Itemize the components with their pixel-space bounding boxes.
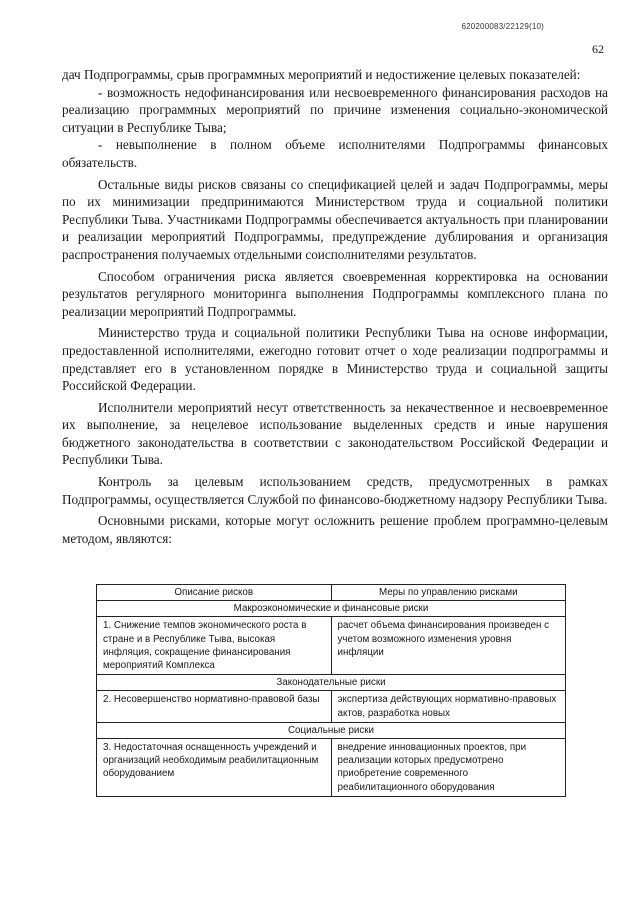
column-header-measures: Меры по управлению рисками [331, 585, 566, 601]
paragraph: Контроль за целевым использованием средств, предусмотренных в рамках Подпрограммы, осуществляется Службой по финансово-бюджетному надзору Республики Тыва. [62, 474, 608, 507]
section-title: Социальные риски [97, 722, 566, 738]
document-body [62, 66, 608, 547]
list-item: - возможность недофинансирования или несвоевременного финансирования расходов на реализацию программных мероприятий по причине изменения социально-экономической ситуации в Республике Тыва; [62, 84, 608, 135]
section-title: Законодательные риски [97, 675, 566, 691]
paragraph: Остальные виды рисков связаны со спецификацией целей и задач Подпрограммы, меры по их минимизации предпринимаются Министерством труда и социальной политики Республики Тыва. Участниками Подпрограммы обеспечивается актуальность при планировании и реализации мероприятий Подпрограммы, предупреждение дублирования и организация распространения получаемых отдельными соисполнителями результатов. [62, 176, 608, 262]
paragraph: Способом ограничения риска является своевременная корректировка на основании результатов регулярного мониторинга выполнения Подпрограммы комплексного плана по реализации мероприятий Подпрограммы. [62, 268, 608, 319]
list-item: - невыполнение в полном объеме исполнителями Подпрограммы финансовых обязательств. [62, 137, 608, 170]
risk-cell: 3. Недостаточная оснащенность учреждений и организаций необходимым реабилитационным оборудованием [97, 739, 332, 797]
section-title: Макроэкономические и финансовые риски [97, 601, 566, 617]
measure-cell: расчет объема финансирования произведен с учетом возможного изменения уровня инфляции [331, 617, 566, 675]
table-row [97, 691, 566, 722]
column-header-risks: Описание рисков [97, 585, 332, 601]
measure-cell: экспертиза действующих нормативно-правовых актов, разработка новых [331, 691, 566, 722]
table-row [97, 617, 566, 675]
risk-cell: 1. Снижение темпов экономического роста в стране и в Республике Тыва, высокая инфляция, сокращение финансирования мероприятий Комплекса [97, 617, 332, 675]
paragraph: дач Подпрограммы, срыв программных мероприятий и недостижение целевых показателей: [62, 67, 581, 82]
paragraph: Основными рисками, которые могут осложнить решение проблем программно-целевым методом, являются: [62, 513, 608, 546]
paragraph: Министерство труда и социальной политики Республики Тыва на основе информации, предоставленной исполнителями, ежегодно готовит отчет о ходе реализации подпрограммы и представляет его в установленном порядке в Министерство труда и социальной защиты Российской Федерации. [62, 325, 608, 394]
table-header-row [97, 585, 566, 601]
section-row [97, 722, 566, 738]
page-number: 62 [592, 42, 604, 56]
risks-table [96, 584, 566, 797]
risk-cell: 2. Несовершенство нормативно-правовой базы [97, 691, 332, 722]
document-code: 620200083/22129(10) [461, 22, 544, 31]
section-row [97, 601, 566, 617]
table-row [97, 739, 566, 797]
paragraph: Исполнители мероприятий несут ответственность за некачественное и несвоевременное их выполнение, за нецелевое использование выделенных средств и иные нарушения бюджетного законодательства в соответствии с законодательством Российской Федерации и Республики Тыва. [62, 399, 608, 468]
measure-cell: внедрение инновационных проектов, при реализации которых предусмотрено приобретение современного реабилитационного оборудования [331, 739, 566, 797]
section-row [97, 675, 566, 691]
